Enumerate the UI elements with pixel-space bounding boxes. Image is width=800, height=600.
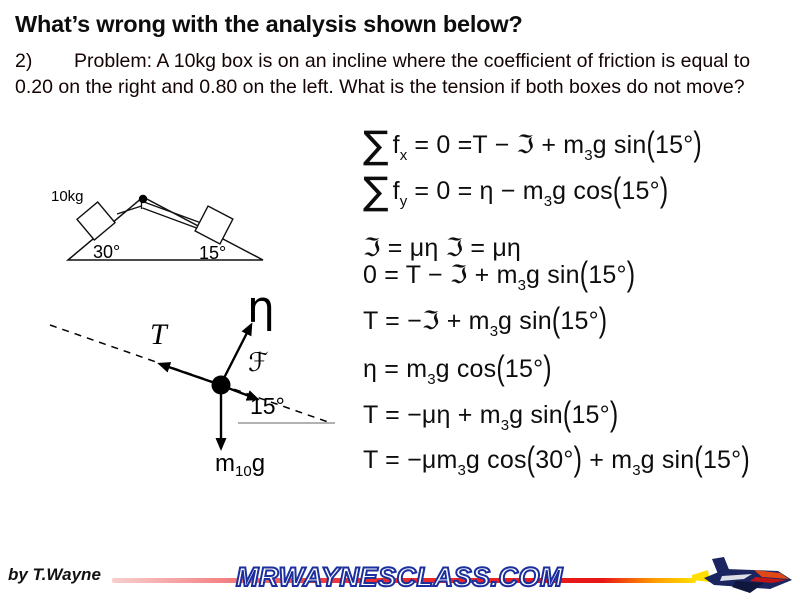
equation-body: $T = -\mu\eta + m_3g$ sin(15°)	[363, 394, 619, 434]
weight-g: g	[251, 450, 266, 477]
problem-number: 2)	[15, 50, 33, 72]
particle-dot	[212, 376, 231, 395]
equation-7	[363, 396, 618, 438]
jet-logo-icon	[692, 556, 796, 600]
free-body-diagram	[40, 282, 350, 490]
equation-4	[363, 256, 635, 298]
equation-body: T = −ℑ + $m_3g$ sin(15°)	[363, 300, 608, 340]
sigma-icon: ∑	[363, 123, 389, 167]
fbd-angle-label: 15°	[250, 393, 285, 419]
left-angle-label: 30°	[93, 242, 121, 262]
tension-arrow	[160, 364, 215, 383]
normal-force-label: η	[247, 282, 275, 333]
weight-label	[215, 450, 265, 480]
equation-1	[363, 123, 702, 168]
tension-label: T	[150, 318, 167, 351]
equation-body: $f_x = 0 =T$ − ℑ + $m_3g$ sin(15°)	[392, 124, 702, 164]
sigma-icon: ∑	[363, 169, 389, 213]
slide-title: What’s wrong with the analysis shown below?	[15, 11, 523, 37]
equation-body: $\eta = m_3g$ cos(15°)	[363, 348, 552, 388]
friction-force-label: ℱ	[248, 348, 269, 378]
equation-6	[363, 350, 552, 392]
equation-body: $f_y = 0 = \eta - m_3g$ cos(15°)	[392, 170, 669, 210]
left-box	[77, 202, 115, 240]
mass-label: 10kg	[51, 188, 84, 205]
equation-2	[363, 169, 669, 214]
equation-body: ℑ = μη ℑ = μη	[363, 233, 522, 262]
weight-subscript: 10	[235, 463, 252, 480]
problem-text-1: Problem: A 10kg box is on an incline where the coefficient of friction is equal to	[74, 50, 751, 72]
equations	[363, 0, 800, 500]
right-angle-label: 15°	[199, 243, 227, 263]
right-rope-line-top	[144, 202, 204, 224]
equation-8	[363, 441, 750, 483]
fbd-drawing	[40, 290, 350, 490]
right-rope-line-bottom	[143, 208, 203, 230]
equation-5	[363, 302, 607, 344]
right-box	[195, 206, 233, 244]
author-credit: by T.Wayne	[8, 565, 101, 584]
incline-diagram	[40, 178, 280, 270]
equation-body: $T = -\mu m_3g$ $\cos(30^\circ) + m_3g$ sin(15°)	[363, 439, 750, 479]
problem-line-2: 0.20 on the right and 0.80 on the left. What is the tension if both boxes do not move?	[15, 76, 745, 98]
weight-m: m	[215, 450, 235, 477]
pulley-dot	[139, 195, 147, 203]
left-rope-line	[117, 206, 142, 214]
equation-body: 0 = T − ℑ + $m_3g$ sin(15°)	[363, 254, 636, 294]
website-banner: MRWAYNESCLASS.COM	[236, 562, 564, 592]
